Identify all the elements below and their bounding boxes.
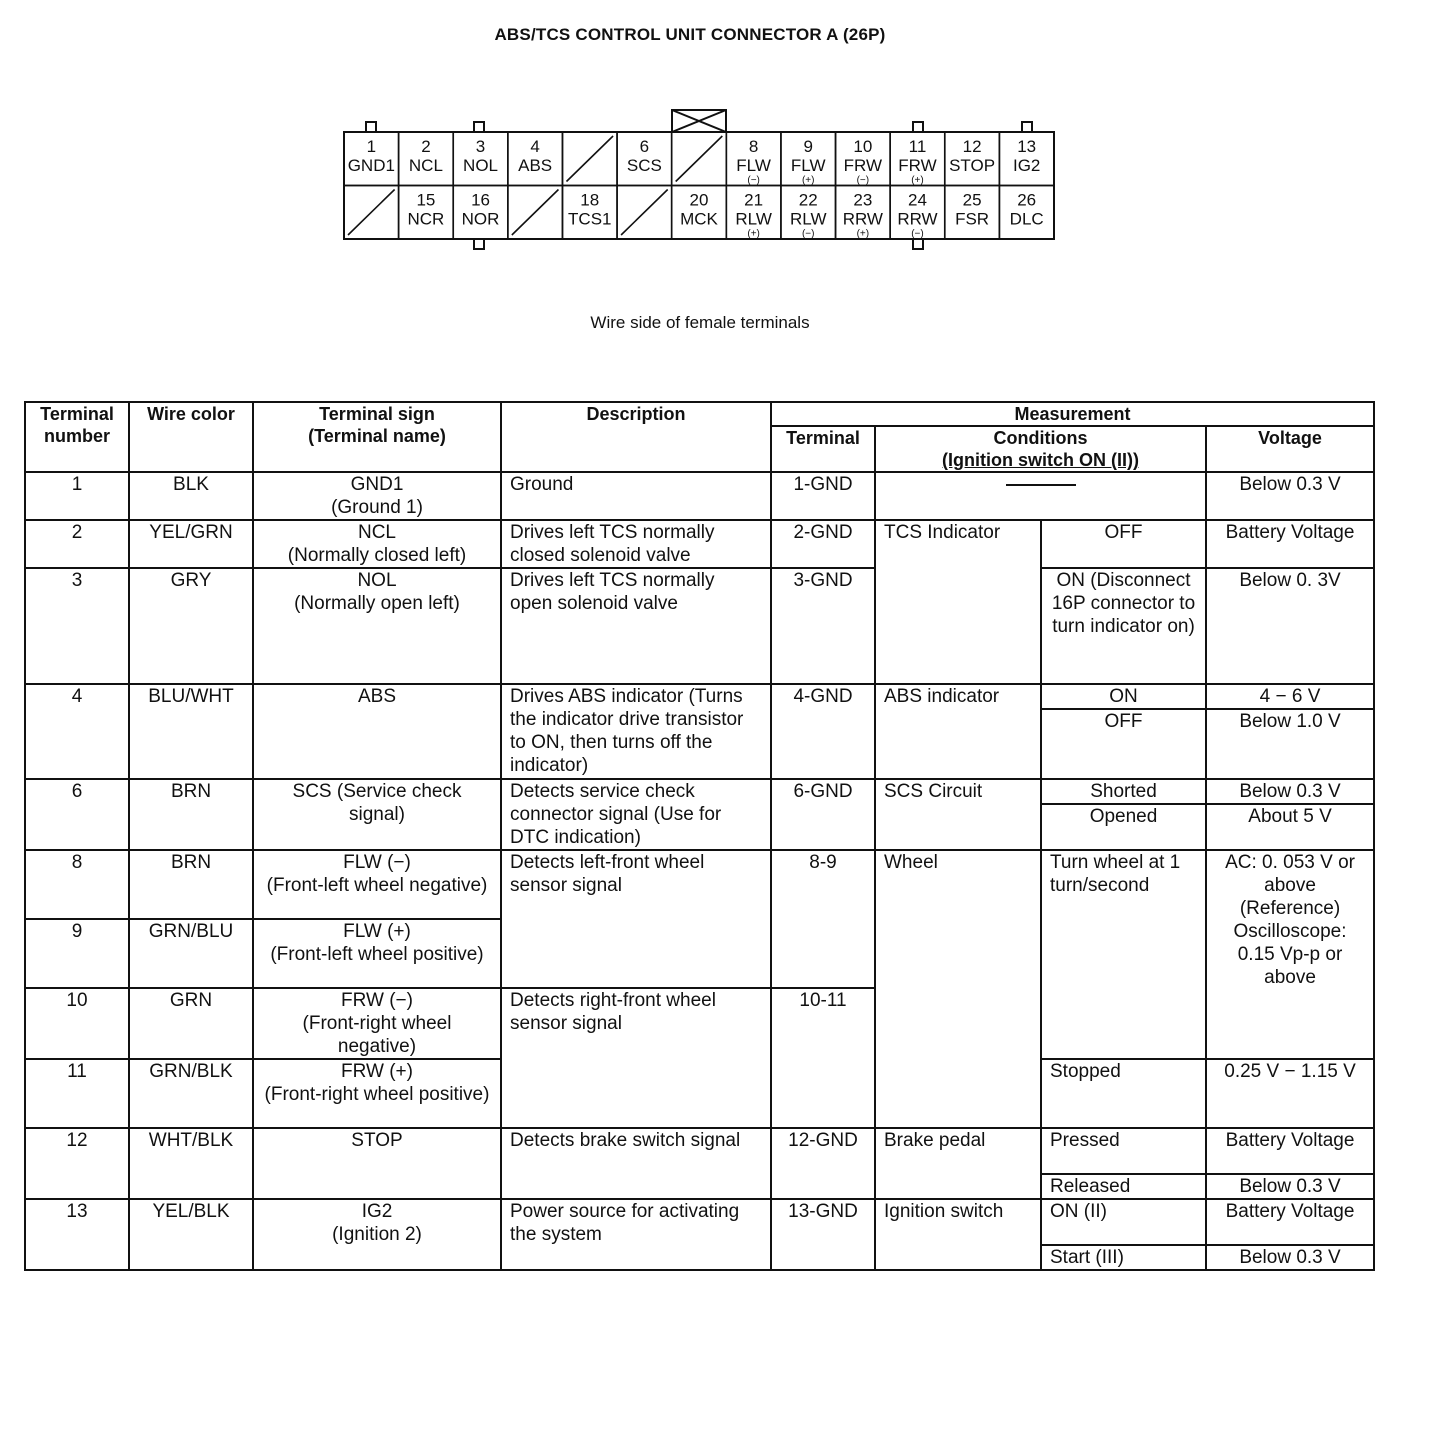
description: Drives left TCS normally closed solenoid valve (501, 520, 771, 568)
pin-sign: SCS (626, 156, 662, 175)
table-row (25, 684, 1374, 709)
pin-sign: IG2 (1012, 156, 1041, 175)
pin-polarity: (−) (801, 228, 815, 240)
condition: Released (1041, 1174, 1206, 1199)
terminal-number: 11 (25, 1059, 129, 1128)
connector-caption: Wire side of female terminals (590, 313, 810, 332)
condition: Opened (1041, 804, 1206, 850)
measure-terminal: 4-GND (771, 684, 875, 779)
voltage: Below 0. 3V (1206, 568, 1374, 684)
wire-color: WHT/BLK (129, 1128, 253, 1199)
pin-polarity: (−) (747, 175, 760, 186)
pin-sign: TCS1 (568, 209, 612, 229)
voltage: Below 0.3 V (1206, 1174, 1374, 1199)
connector-diagram (330, 105, 1070, 255)
terminal-sign: ABS (253, 684, 501, 779)
blank-slash (621, 190, 668, 236)
pin-sign: FRW (843, 156, 883, 175)
pin-sign: FRW (898, 156, 937, 175)
voltage: Below 0.3 V (1206, 472, 1374, 520)
terminal-sign (253, 919, 501, 988)
wire-color: YEL/GRN (129, 520, 253, 568)
pin-polarity: (−) (856, 175, 870, 186)
blank-slash (676, 136, 723, 182)
header-measurement: Measurement (771, 402, 1374, 426)
pin-sign: ABS (518, 156, 553, 175)
header-terminal: Terminal (771, 426, 875, 472)
pin-number: 3 (475, 137, 486, 156)
pin-number: 16 (471, 190, 490, 210)
terminal-sign (253, 850, 501, 919)
pin-polarity: (+) (856, 228, 870, 240)
measurement-table (24, 401, 1375, 1271)
pin-number: 26 (1017, 190, 1037, 210)
voltage: 0.25 V − 1.15 V (1206, 1059, 1374, 1128)
description: Drives ABS indicator (Turns the indicator drive transistor to ON, then turns off the indicator) (501, 684, 771, 779)
condition: Stopped (1041, 1059, 1206, 1128)
measure-terminal: 13-GND (771, 1199, 875, 1270)
condition: ON (1041, 684, 1206, 709)
terminal-number: 2 (25, 520, 129, 568)
conditions-none (875, 472, 1206, 520)
blank-slash (348, 190, 395, 236)
pin-number: 24 (908, 190, 927, 210)
voltage: Below 1.0 V (1206, 709, 1374, 779)
header-terminal-sign (253, 402, 501, 472)
condition-group: Brake pedal (875, 1128, 1041, 1199)
condition: Shorted (1041, 779, 1206, 804)
pin-polarity: (−) (911, 228, 924, 240)
voltage: 4 − 6 V (1206, 684, 1374, 709)
terminal-sign-label: FLW (−) (343, 852, 411, 873)
pin-number: 25 (962, 190, 982, 210)
terminal-sign-label: NCL (357, 522, 396, 543)
voltage: Battery Voltage (1206, 1199, 1374, 1245)
pin-number: 22 (798, 190, 818, 210)
header-description: Description (501, 402, 771, 472)
terminal-name: (Normally closed left) (287, 545, 467, 566)
blank-slash (566, 136, 613, 182)
wire-color: GRN/BLU (129, 919, 253, 988)
voltage: AC: 0. 053 V or above (Reference) Oscilloscope: 0.15 Vp-p or above (1206, 850, 1374, 1059)
pin-sign: RRW (897, 209, 938, 229)
pin-number: 13 (1017, 137, 1037, 156)
condition: ON (Disconnect 16P connector to turn indicator on) (1041, 568, 1206, 684)
description: Detects right-front wheel sensor signal (501, 988, 771, 1128)
measure-terminal: 12-GND (771, 1128, 875, 1199)
pin-sign: STOP (949, 156, 996, 175)
pin-sign: MCK (680, 209, 718, 229)
table-row (25, 850, 1374, 919)
pin-number: 1 (366, 137, 377, 156)
terminal-number: 6 (25, 779, 129, 850)
terminal-number: 1 (25, 472, 129, 520)
terminal-name: (Front-right wheel positive) (264, 1084, 490, 1105)
terminal-number: 13 (25, 1199, 129, 1270)
table-row (25, 1128, 1374, 1174)
pin-sign: GND1 (347, 156, 395, 175)
terminal-sign: STOP (253, 1128, 501, 1199)
wire-color: BRN (129, 779, 253, 850)
pin-sign: NOL (463, 156, 499, 175)
description: Detects left-front wheel sensor signal (501, 850, 771, 988)
terminal-sign-label: GND1 (350, 474, 404, 495)
table-row (25, 568, 1374, 684)
voltage: About 5 V (1206, 804, 1374, 850)
voltage: Battery Voltage (1206, 1128, 1374, 1174)
header-wire-color: Wire color (129, 402, 253, 472)
condition-group: SCS Circuit (875, 779, 1041, 850)
page-title: ABS/TCS CONTROL UNIT CONNECTOR A (26P) (494, 25, 886, 44)
condition: Turn wheel at 1 turn/second (1041, 850, 1206, 1059)
terminal-number: 12 (25, 1128, 129, 1199)
terminal-name: (Front-right wheel negative) (302, 1013, 452, 1057)
blank-slash (512, 190, 559, 236)
pin-number: 11 (908, 137, 927, 156)
pin-number: 12 (962, 137, 982, 156)
wire-color: GRY (129, 568, 253, 684)
pin-polarity: (+) (911, 175, 924, 186)
condition: OFF (1041, 520, 1206, 568)
terminal-name: (Normally open left) (294, 593, 460, 614)
terminal-number: 9 (25, 919, 129, 988)
pin-polarity: (+) (747, 228, 760, 240)
condition: OFF (1041, 709, 1206, 779)
measure-terminal: 1-GND (771, 472, 875, 520)
condition-group: Wheel (875, 850, 1041, 1128)
voltage: Battery Voltage (1206, 520, 1374, 568)
terminal-name: (Ground 1) (331, 497, 423, 518)
pin-number: 6 (639, 137, 650, 156)
pin-sign: NCL (408, 156, 443, 175)
wire-color: BLU/WHT (129, 684, 253, 779)
terminal-sign (253, 472, 501, 520)
voltage: Below 0.3 V (1206, 779, 1374, 804)
table-row (25, 1199, 1374, 1245)
wire-color: GRN (129, 988, 253, 1059)
pin-sign: NOR (461, 209, 500, 229)
header-terminal-number: Terminal number (25, 402, 129, 472)
pin-number: 9 (803, 137, 813, 156)
header-conditions-sub: (Ignition switch ON (II)) (942, 450, 1139, 470)
measure-terminal: 10-11 (771, 988, 875, 1128)
header-terminal-sign-label: Terminal sign (319, 404, 435, 424)
voltage: Below 0.3 V (1206, 1245, 1374, 1270)
measure-terminal: 8-9 (771, 850, 875, 988)
pin-sign: RRW (842, 209, 883, 229)
terminal-name: (Ignition 2) (332, 1224, 422, 1245)
pin-number: 10 (853, 137, 873, 156)
terminal-sign (253, 568, 501, 684)
pin-sign: DLC (1009, 209, 1044, 229)
wire-color: BLK (129, 472, 253, 520)
terminal-sign-label: FLW (+) (343, 921, 411, 942)
condition-group: ABS indicator (875, 684, 1041, 779)
header-conditions-label: Conditions (993, 428, 1088, 448)
condition-group: Ignition switch (875, 1199, 1041, 1270)
table-row (25, 472, 1374, 520)
pin-sign: RLW (735, 209, 772, 229)
wire-color: GRN/BLK (129, 1059, 253, 1128)
terminal-number: 10 (25, 988, 129, 1059)
condition: ON (II) (1041, 1199, 1206, 1245)
terminal-sign-label: FRW (−) (341, 990, 413, 1011)
pin-number: 23 (853, 190, 873, 210)
pin-number: 15 (416, 190, 436, 210)
description: Detects brake switch signal (501, 1128, 771, 1199)
header-terminal-name-label: (Terminal name) (308, 426, 446, 446)
pin-sign: FLW (790, 156, 826, 175)
terminal-sign (253, 520, 501, 568)
terminal-sign-label: NOL (357, 570, 397, 591)
table-row (25, 779, 1374, 804)
pin-number: 2 (421, 137, 431, 156)
terminal-number: 3 (25, 568, 129, 684)
pin-sign: FSR (955, 209, 990, 229)
wire-color: BRN (129, 850, 253, 919)
measure-terminal: 2-GND (771, 520, 875, 568)
wire-color: YEL/BLK (129, 1199, 253, 1270)
condition: Pressed (1041, 1128, 1206, 1174)
pin-sign: FLW (736, 156, 771, 175)
terminal-name: (Front-left wheel negative) (266, 875, 488, 896)
pin-number: 21 (744, 190, 764, 210)
pin-number: 4 (530, 137, 540, 156)
terminal-sign (253, 988, 501, 1059)
terminal-name: (Front-left wheel positive) (270, 944, 484, 965)
description: Drives left TCS normally open solenoid valve (501, 568, 771, 684)
condition: Start (III) (1041, 1245, 1206, 1270)
dash-line (1006, 484, 1076, 486)
pin-number: 18 (580, 190, 600, 210)
measure-terminal: 6-GND (771, 779, 875, 850)
terminal-sign (253, 1059, 501, 1128)
terminal-sign: SCS (Service check signal) (253, 779, 501, 850)
header-voltage: Voltage (1206, 426, 1374, 472)
description: Detects service check connector signal (Use for DTC indication) (501, 779, 771, 850)
description: Power source for activating the system (501, 1199, 771, 1270)
measure-terminal: 3-GND (771, 568, 875, 684)
terminal-number: 8 (25, 850, 129, 919)
pin-number: 20 (689, 190, 709, 210)
pin-sign: RLW (789, 209, 827, 229)
terminal-sign-label: IG2 (361, 1201, 393, 1222)
pin-polarity: (+) (801, 175, 815, 186)
pin-sign: NCR (407, 209, 445, 229)
terminal-sign (253, 1199, 501, 1270)
header-conditions (875, 426, 1206, 472)
condition-group: TCS Indicator (875, 520, 1041, 684)
terminal-number: 4 (25, 684, 129, 779)
description: Ground (501, 472, 771, 520)
table-row (25, 520, 1374, 568)
terminal-sign-label: FRW (+) (341, 1061, 413, 1082)
pin-number: 8 (748, 137, 759, 156)
